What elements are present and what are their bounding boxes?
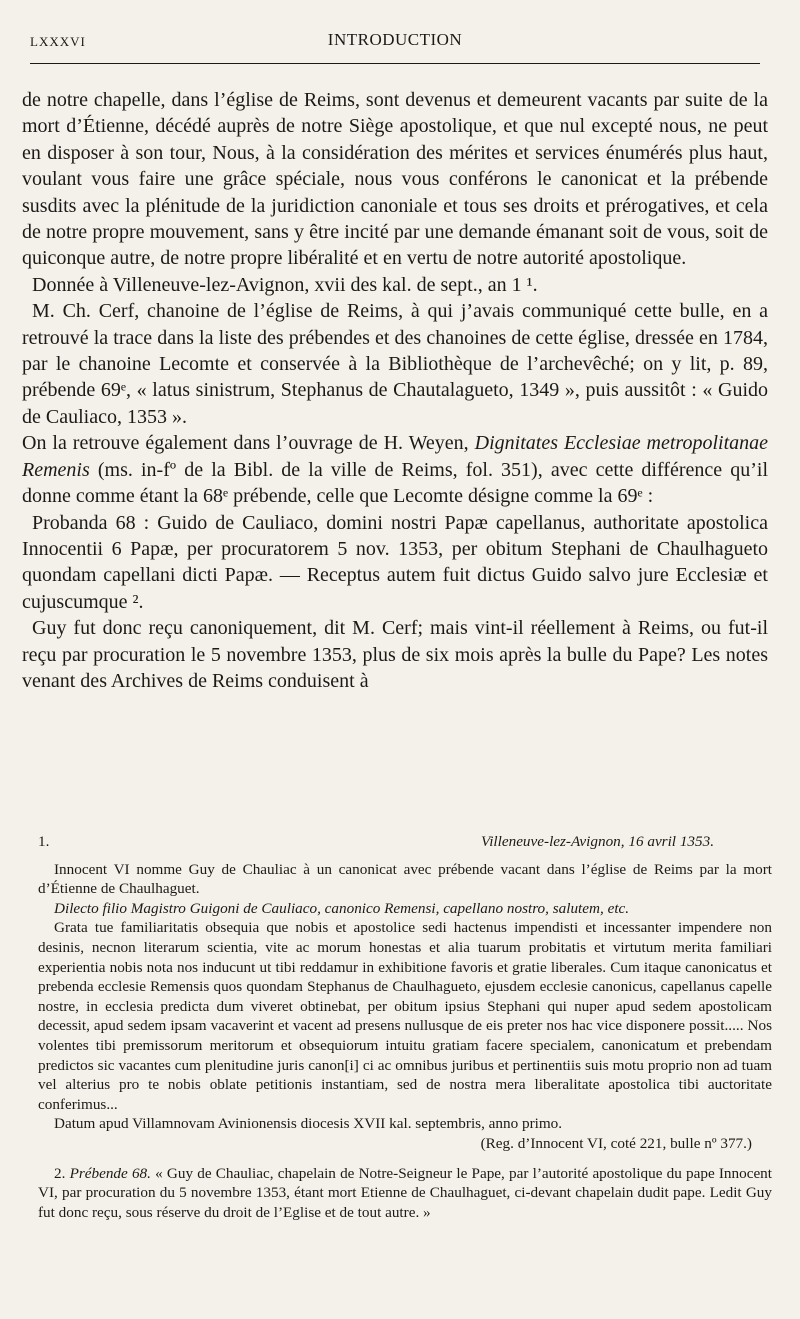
- footnote-1-header: [38, 832, 772, 852]
- footnote-address: Dilecto filio Magistro Guigoni de Cauliaco, canonico Remensi, capellano nostro, salutem, etc.: [54, 899, 630, 917]
- footnote-date: Villeneuve-lez-Avignon, 16 avril 1353.: [481, 833, 714, 850]
- page-header: [30, 30, 760, 56]
- footnote-register-ref: (Reg. d’Innocent VI, coté 221, bulle nº 377.): [480, 1134, 752, 1152]
- italic-title: Dignitates Ecclesiae metropolitanae Remenis: [22, 432, 769, 481]
- paragraph: On la retrouve également dans l’ouvrage de H. Weyen, Dignitates Ecclesiae metropolitanae Remenis (ms. in-fº de la Bibl. de la ville de Reims, fol. 351), avec cette différence qu’il donne comme étant la 68ᵉ prébende, celle que Lecomte désigne comme la 69ᵉ :: [22, 432, 769, 508]
- paragraph: M. Ch. Cerf, chanoine de l’église de Reims, à qui j’avais communiqué cette bulle, en a retrouvé la trace dans la liste des prébendes et des chanoines de cette église, dressée en 1784, par le chanoine Lecomte et conservée à la Bibliothèque de l’archevêché; on y lit, p. 89, prébende 69ᵉ, « latus sinistrum, Stephanus de Chautalagueto, 1349 », puis aussitôt : « Guido de Cauliaco, 1353 ».: [22, 300, 768, 428]
- folio-number: LXXXVI: [30, 34, 86, 49]
- header-rule: [30, 63, 760, 64]
- running-title: INTRODUCTION: [327, 30, 463, 49]
- footnotes: [38, 832, 772, 1222]
- footnote-latin-text: Grata tue familiaritatis obsequia que nobis et apostolice sedi hactenus impendisti et incessanter impendere non desinis, necnon literarum scientia, vite ac morum honestas et alia tuarum probitatis et virtutum merita familiari experientia nobis nota nos inducunt ut tibi reddamur in exhibitione favoris et gratie liberales. Cum itaque canonicatus et prebenda ecclesie Remensis quos quondam Stephanus de Chaulhagueto, ejusdem ecclesie canonicus, capellanus capelle nostre, in ecclesia predicta dum viveret obtinebat, per obitum ipsius Stephani qui nuper apud sedem apostolicam decessit, apud sedem ipsam vacaverint et vacent ad presens nullusque de eis preter nos hac vice disponere possit..... Nos volentes tibi premissorum meritorum et obsequiorum intuitu gratiam facere specialem, canonicatum et prebendam predictos sic vacantes cum plenitudine juris canon[i] ci ac omnibus juribus et pertinentiis suis motu proprio non ad tuam vel alterius pro te nobis oblate petitionis instantiam, sed de nostra mera liberalitate apostolica tibi auctoritate conferimus...: [38, 919, 772, 1113]
- footnote-datum: Datum apud Villamnovam Avinionensis diocesis XVII kal. septembris, anno primo.: [54, 1115, 563, 1133]
- paragraph: Guy fut donc reçu canoniquement, dit M. Cerf; mais vint-il réellement à Reims, ou fut-il reçu par procuration le 5 novembre 1353, plus de six mois après la bulle du Pape? Les notes venant des Archives de Reims conduisent à: [22, 617, 768, 692]
- footnote-summary: Innocent VI nomme Guy de Chauliac à un canonicat avec prébende vacant dans l’église de Reims par la mort d’Étienne de Chaulhaguet.: [38, 860, 772, 898]
- paragraph: Donnée à Villeneuve-lez-Avignon, xvii des kal. de sept., an 1 ¹.: [32, 273, 538, 296]
- paragraph: de notre chapelle, dans l’église de Reims, sont devenus et demeurent vacants par suite de la mort d’Étienne, décédé auprès de notre Siège apostolique, et que nul excepté nous, ne peut en disposer à son tour, Nous, à la considération des mérites et services énumérés plus haut, voulant vous faire une grâce spéciale, nous vous conférons le canonicat et la prébende susdits avec la plénitude de la juridiction canoniale et tous ses droits et prérogatives, et cela de notre propre mouvement, sans y être incité par une demande émanant soit de vous, soit de quiconque autre, de notre propre libéralité et en vertu de notre autorité apostolique.: [22, 89, 768, 270]
- paragraph: Probanda 68 : Guido de Cauliaco, domini nostri Papæ capellanus, authoritate apostolica Innocentii 6 Papæ, per procuratorem 5 nov. 1353, per obitum Stephani de Chaulhagueto quondam capellani dicti Papæ. — Receptus autem fuit dictus Guido salvo jure Ecclesiæ et cujuscumque ².: [22, 511, 768, 613]
- main-text: [22, 87, 768, 694]
- footnote-label: 1.: [38, 833, 50, 850]
- footnote-2: 2. Prébende 68. « Guy de Chauliac, chapelain de Notre-Seigneur le Pape, par l’autorité apostolique du pape Innocent VI, par procuration du 5 novembre 1353, étant mort Etienne de Chaulhaguet, ci-devant chapelain dudit pape. Ledit Guy fut donc reçu, sous réserve du droit de l’Eglise et de tout autre. »: [38, 1164, 772, 1221]
